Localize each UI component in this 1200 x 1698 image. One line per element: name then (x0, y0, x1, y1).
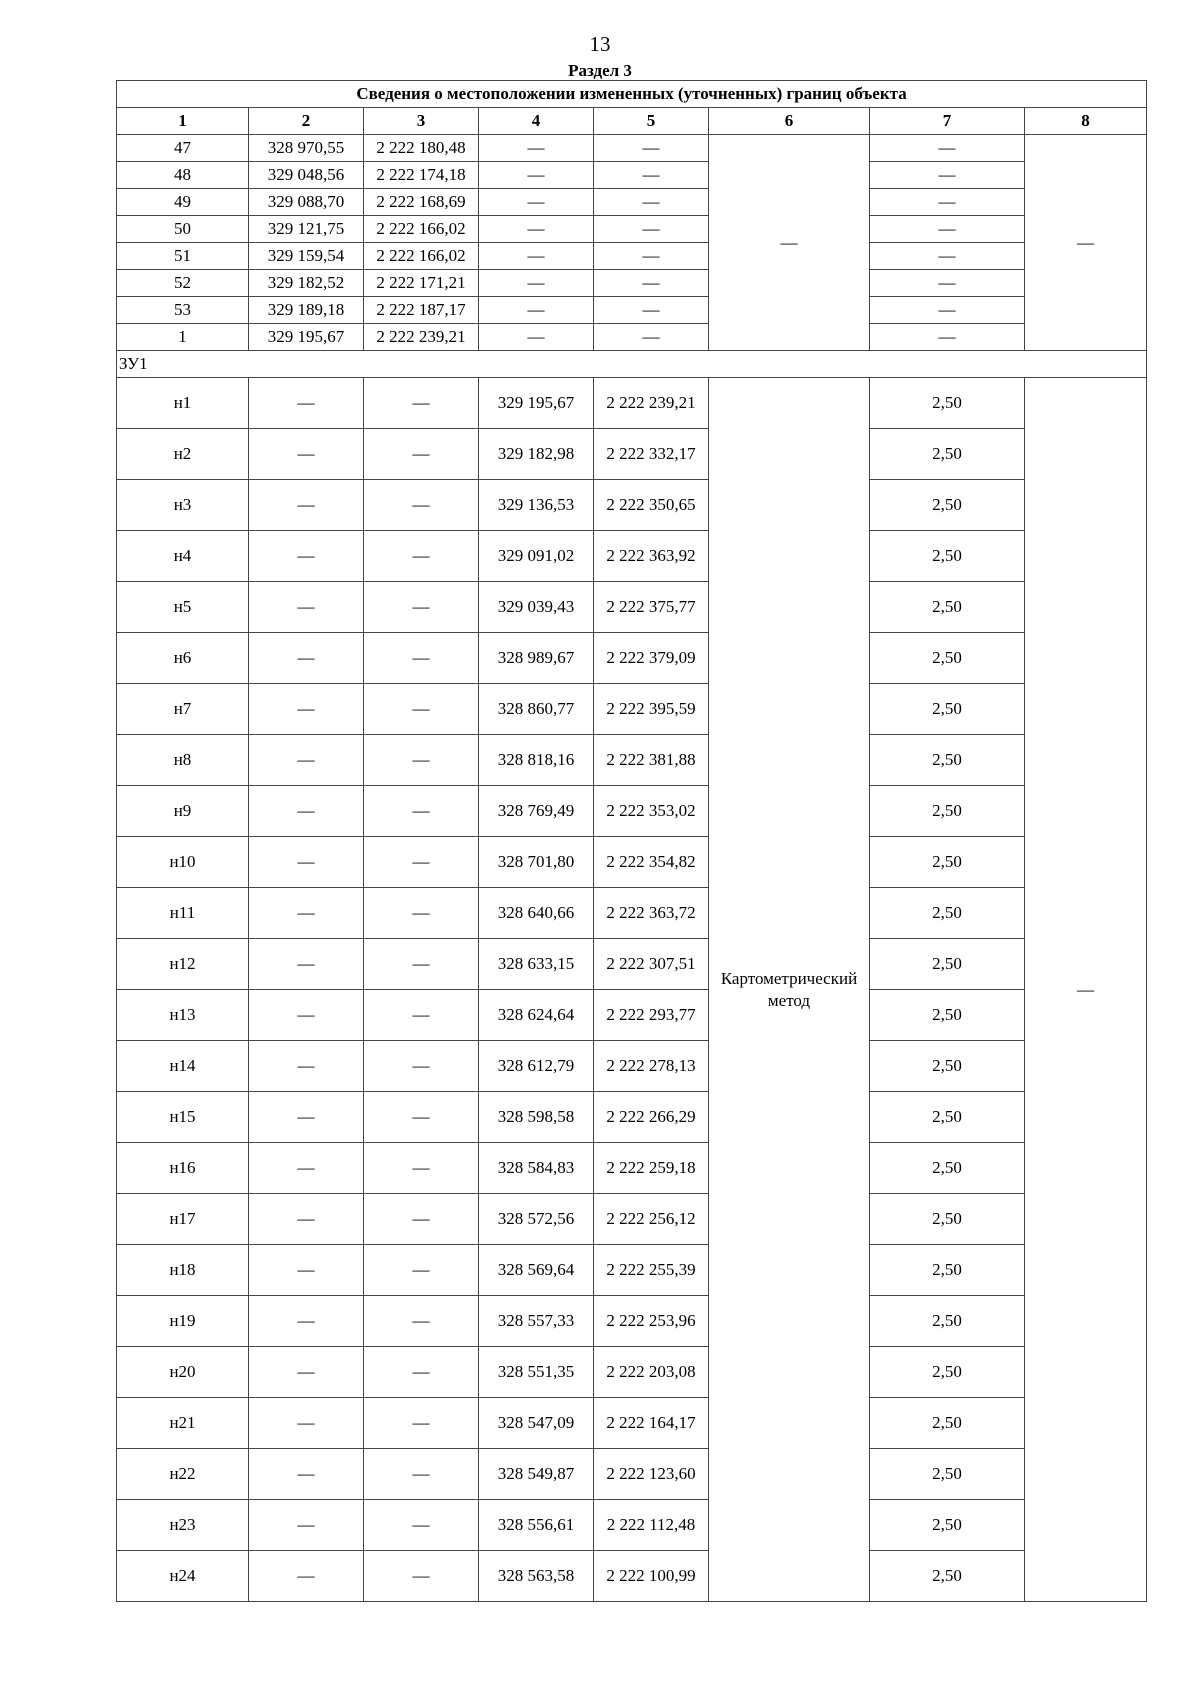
dash-cell: — (249, 1449, 364, 1500)
y-coordinate-cell: 2 222 174,18 (364, 162, 479, 189)
accuracy-cell: 2,50 (870, 1500, 1025, 1551)
dash-cell: — (870, 135, 1025, 162)
dash-cell: — (249, 1245, 364, 1296)
dash-cell: — (594, 243, 709, 270)
x-coordinate-cell: 329 048,56 (249, 162, 364, 189)
table-row (117, 1041, 1147, 1092)
dash-cell: — (249, 1296, 364, 1347)
dash-cell: — (249, 429, 364, 480)
dash-cell: — (364, 1092, 479, 1143)
x-coordinate-cell: 328 818,16 (479, 735, 594, 786)
dash-cell: — (479, 135, 594, 162)
table-row (117, 1296, 1147, 1347)
y-coordinate-cell: 2 222 100,99 (594, 1551, 709, 1602)
point-number-cell: 52 (117, 270, 249, 297)
point-number-cell: 50 (117, 216, 249, 243)
x-coordinate-cell: 328 633,15 (479, 939, 594, 990)
dash-cell: — (364, 888, 479, 939)
point-number-cell: н2 (117, 429, 249, 480)
point-number-cell: н13 (117, 990, 249, 1041)
dash-cell: — (249, 1194, 364, 1245)
dash-cell: — (249, 1500, 364, 1551)
table-row (117, 531, 1147, 582)
accuracy-cell: 2,50 (870, 582, 1025, 633)
x-coordinate-cell: 328 701,80 (479, 837, 594, 888)
dash-cell: — (249, 531, 364, 582)
dash-cell: — (479, 189, 594, 216)
column-header: 7 (870, 108, 1025, 135)
accuracy-cell: 2,50 (870, 939, 1025, 990)
dash-cell: — (364, 1041, 479, 1092)
y-coordinate-cell: 2 222 307,51 (594, 939, 709, 990)
dash-cell: — (249, 1143, 364, 1194)
x-coordinate-cell: 328 624,64 (479, 990, 594, 1041)
column-header: 1 (117, 108, 249, 135)
dash-cell: — (594, 270, 709, 297)
table-row (117, 1194, 1147, 1245)
dash-cell: — (249, 633, 364, 684)
x-coordinate-cell: 328 547,09 (479, 1398, 594, 1449)
y-coordinate-cell: 2 222 354,82 (594, 837, 709, 888)
dash-cell: — (364, 735, 479, 786)
dash-cell: — (249, 939, 364, 990)
point-number-cell: н9 (117, 786, 249, 837)
accuracy-cell: 2,50 (870, 684, 1025, 735)
x-coordinate-cell: 328 563,58 (479, 1551, 594, 1602)
x-coordinate-cell: 329 091,02 (479, 531, 594, 582)
dash-cell: — (249, 1092, 364, 1143)
accuracy-cell: 2,50 (870, 378, 1025, 429)
point-number-cell: н19 (117, 1296, 249, 1347)
x-coordinate-cell: 328 556,61 (479, 1500, 594, 1551)
dash-cell: — (594, 162, 709, 189)
y-coordinate-cell: 2 222 203,08 (594, 1347, 709, 1398)
table-row (117, 1551, 1147, 1602)
x-coordinate-cell: 328 769,49 (479, 786, 594, 837)
y-coordinate-cell: 2 222 375,77 (594, 582, 709, 633)
point-number-cell: н15 (117, 1092, 249, 1143)
dash-cell: — (364, 837, 479, 888)
table-row (117, 582, 1147, 633)
dash-cell: — (364, 1143, 479, 1194)
y-coordinate-cell: 2 222 363,92 (594, 531, 709, 582)
dash-cell: — (594, 297, 709, 324)
y-coordinate-cell: 2 222 332,17 (594, 429, 709, 480)
table-row (117, 1143, 1147, 1194)
table-row (117, 324, 1147, 351)
accuracy-cell: 2,50 (870, 1143, 1025, 1194)
dash-cell: — (479, 270, 594, 297)
point-number-cell: 49 (117, 189, 249, 216)
dash-cell: — (249, 1041, 364, 1092)
dash-cell: — (479, 162, 594, 189)
table-row (117, 1347, 1147, 1398)
dash-cell: — (594, 324, 709, 351)
y-coordinate-cell: 2 222 278,13 (594, 1041, 709, 1092)
dash-cell: — (870, 324, 1025, 351)
x-coordinate-cell: 328 572,56 (479, 1194, 594, 1245)
x-coordinate-cell: 328 549,87 (479, 1449, 594, 1500)
dash-cell: — (364, 939, 479, 990)
y-coordinate-cell: 2 222 187,17 (364, 297, 479, 324)
table-row (117, 216, 1147, 243)
table-row (117, 888, 1147, 939)
x-coordinate-cell: 329 182,98 (479, 429, 594, 480)
accuracy-cell: 2,50 (870, 990, 1025, 1041)
dash-cell: — (249, 378, 364, 429)
x-coordinate-cell: 329 159,54 (249, 243, 364, 270)
accuracy-cell: 2,50 (870, 1245, 1025, 1296)
point-number-cell: н21 (117, 1398, 249, 1449)
accuracy-cell: 2,50 (870, 480, 1025, 531)
point-number-cell: н17 (117, 1194, 249, 1245)
accuracy-cell: 2,50 (870, 633, 1025, 684)
dash-cell: — (249, 837, 364, 888)
point-number-cell: н18 (117, 1245, 249, 1296)
accuracy-cell: 2,50 (870, 429, 1025, 480)
table-row (117, 1449, 1147, 1500)
x-coordinate-cell: 329 195,67 (249, 324, 364, 351)
table-row (117, 939, 1147, 990)
group-row (117, 351, 1147, 378)
dash-cell: — (364, 429, 479, 480)
dash-cell: — (364, 1296, 479, 1347)
dash-cell: — (249, 888, 364, 939)
point-number-cell: 51 (117, 243, 249, 270)
dash-cell: — (249, 582, 364, 633)
dash-cell: — (364, 582, 479, 633)
table-caption-row (117, 81, 1147, 108)
x-coordinate-cell: 328 551,35 (479, 1347, 594, 1398)
dash-cell: — (364, 786, 479, 837)
accuracy-cell: 2,50 (870, 1194, 1025, 1245)
x-coordinate-cell: 328 640,66 (479, 888, 594, 939)
dash-cell: — (870, 297, 1025, 324)
table-row (117, 684, 1147, 735)
x-coordinate-cell: 329 088,70 (249, 189, 364, 216)
x-coordinate-cell: 329 189,18 (249, 297, 364, 324)
x-coordinate-cell: 328 584,83 (479, 1143, 594, 1194)
accuracy-cell: 2,50 (870, 1296, 1025, 1347)
point-number-cell: н12 (117, 939, 249, 990)
table-row (117, 189, 1147, 216)
table-row (117, 735, 1147, 786)
column-header: 6 (709, 108, 870, 135)
column-header: 4 (479, 108, 594, 135)
y-coordinate-cell: 2 222 350,65 (594, 480, 709, 531)
table-row (117, 135, 1147, 162)
y-coordinate-cell: 2 222 353,02 (594, 786, 709, 837)
point-number-cell: н24 (117, 1551, 249, 1602)
column-header: 8 (1025, 108, 1147, 135)
dash-cell: — (364, 633, 479, 684)
y-coordinate-cell: 2 222 180,48 (364, 135, 479, 162)
dash-cell: — (249, 1551, 364, 1602)
y-coordinate-cell: 2 222 168,69 (364, 189, 479, 216)
x-coordinate-cell: 328 598,58 (479, 1092, 594, 1143)
accuracy-cell: 2,50 (870, 888, 1025, 939)
table-row (117, 429, 1147, 480)
point-number-cell: н10 (117, 837, 249, 888)
table-row (117, 1398, 1147, 1449)
accuracy-cell: 2,50 (870, 1551, 1025, 1602)
coordinates-table (116, 80, 1147, 1602)
page-number: 13 (589, 32, 611, 56)
table-row (117, 297, 1147, 324)
dash-cell: — (1025, 378, 1147, 1602)
dash-cell: — (870, 243, 1025, 270)
column-header: 3 (364, 108, 479, 135)
y-coordinate-cell: 2 222 379,09 (594, 633, 709, 684)
dash-cell: — (249, 480, 364, 531)
x-coordinate-cell: 329 182,52 (249, 270, 364, 297)
dash-cell: — (870, 270, 1025, 297)
x-coordinate-cell: 328 612,79 (479, 1041, 594, 1092)
point-number-cell: н6 (117, 633, 249, 684)
y-coordinate-cell: 2 222 293,77 (594, 990, 709, 1041)
dash-cell: — (249, 786, 364, 837)
y-coordinate-cell: 2 222 123,60 (594, 1449, 709, 1500)
accuracy-cell: 2,50 (870, 1041, 1025, 1092)
y-coordinate-cell: 2 222 239,21 (364, 324, 479, 351)
table-row (117, 837, 1147, 888)
y-coordinate-cell: 2 222 255,39 (594, 1245, 709, 1296)
point-number-cell: 47 (117, 135, 249, 162)
y-coordinate-cell: 2 222 166,02 (364, 243, 479, 270)
table-row (117, 786, 1147, 837)
table-row (117, 270, 1147, 297)
dash-cell: — (870, 216, 1025, 243)
point-number-cell: 48 (117, 162, 249, 189)
dash-cell: — (594, 135, 709, 162)
accuracy-cell: 2,50 (870, 531, 1025, 582)
y-coordinate-cell: 2 222 256,12 (594, 1194, 709, 1245)
table-row (117, 1245, 1147, 1296)
x-coordinate-cell: 329 195,67 (479, 378, 594, 429)
point-number-cell: н7 (117, 684, 249, 735)
dash-cell: — (479, 324, 594, 351)
dash-cell: — (249, 1347, 364, 1398)
point-number-cell: н1 (117, 378, 249, 429)
accuracy-cell: 2,50 (870, 1398, 1025, 1449)
dash-cell: — (249, 684, 364, 735)
x-coordinate-cell: 328 970,55 (249, 135, 364, 162)
point-number-cell: н23 (117, 1500, 249, 1551)
method-cell: Картометрический метод (709, 378, 870, 1602)
table-row (117, 480, 1147, 531)
dash-cell: — (249, 1398, 364, 1449)
column-header: 2 (249, 108, 364, 135)
y-coordinate-cell: 2 222 239,21 (594, 378, 709, 429)
y-coordinate-cell: 2 222 363,72 (594, 888, 709, 939)
dash-cell: — (249, 735, 364, 786)
dash-cell: — (364, 1551, 479, 1602)
table-row (117, 1500, 1147, 1551)
point-number-cell: н22 (117, 1449, 249, 1500)
point-number-cell: 1 (117, 324, 249, 351)
accuracy-cell: 2,50 (870, 786, 1025, 837)
column-header: 5 (594, 108, 709, 135)
section-title: Раздел 3 (568, 61, 632, 80)
dash-cell: — (870, 162, 1025, 189)
accuracy-cell: 2,50 (870, 1449, 1025, 1500)
dash-cell: — (364, 1449, 479, 1500)
x-coordinate-cell: 329 121,75 (249, 216, 364, 243)
y-coordinate-cell: 2 222 166,02 (364, 216, 479, 243)
dash-cell: — (364, 480, 479, 531)
dash-cell: — (594, 216, 709, 243)
y-coordinate-cell: 2 222 164,17 (594, 1398, 709, 1449)
table-row (117, 243, 1147, 270)
point-number-cell: н3 (117, 480, 249, 531)
y-coordinate-cell: 2 222 171,21 (364, 270, 479, 297)
dash-cell: — (364, 1398, 479, 1449)
y-coordinate-cell: 2 222 112,48 (594, 1500, 709, 1551)
accuracy-cell: 2,50 (870, 837, 1025, 888)
dash-cell: — (364, 1347, 479, 1398)
dash-cell: — (479, 297, 594, 324)
group-label: ЗУ1 (117, 351, 1147, 378)
y-coordinate-cell: 2 222 259,18 (594, 1143, 709, 1194)
accuracy-cell: 2,50 (870, 735, 1025, 786)
dash-cell: — (479, 243, 594, 270)
dash-cell: — (364, 1245, 479, 1296)
x-coordinate-cell: 328 557,33 (479, 1296, 594, 1347)
table-row (117, 1092, 1147, 1143)
point-number-cell: 53 (117, 297, 249, 324)
column-header-row (117, 108, 1147, 135)
dash-cell: — (364, 990, 479, 1041)
x-coordinate-cell: 328 989,67 (479, 633, 594, 684)
dash-cell: — (709, 135, 870, 351)
y-coordinate-cell: 2 222 253,96 (594, 1296, 709, 1347)
dash-cell: — (364, 378, 479, 429)
dash-cell: — (364, 1194, 479, 1245)
point-number-cell: н16 (117, 1143, 249, 1194)
x-coordinate-cell: 328 860,77 (479, 684, 594, 735)
dash-cell: — (479, 216, 594, 243)
point-number-cell: н14 (117, 1041, 249, 1092)
y-coordinate-cell: 2 222 395,59 (594, 684, 709, 735)
accuracy-cell: 2,50 (870, 1347, 1025, 1398)
y-coordinate-cell: 2 222 266,29 (594, 1092, 709, 1143)
table-row (117, 162, 1147, 189)
point-number-cell: н4 (117, 531, 249, 582)
dash-cell: — (364, 1500, 479, 1551)
y-coordinate-cell: 2 222 381,88 (594, 735, 709, 786)
point-number-cell: н8 (117, 735, 249, 786)
point-number-cell: н20 (117, 1347, 249, 1398)
dash-cell: — (364, 684, 479, 735)
accuracy-cell: 2,50 (870, 1092, 1025, 1143)
dash-cell: — (1025, 135, 1147, 351)
table-row (117, 990, 1147, 1041)
table-caption: Сведения о местоположении измененных (уточненных) границ объекта (117, 81, 1147, 108)
dash-cell: — (870, 189, 1025, 216)
table-row (117, 633, 1147, 684)
dash-cell: — (594, 189, 709, 216)
point-number-cell: н11 (117, 888, 249, 939)
point-number-cell: н5 (117, 582, 249, 633)
x-coordinate-cell: 329 136,53 (479, 480, 594, 531)
x-coordinate-cell: 329 039,43 (479, 582, 594, 633)
dash-cell: — (364, 531, 479, 582)
x-coordinate-cell: 328 569,64 (479, 1245, 594, 1296)
dash-cell: — (249, 990, 364, 1041)
table-row (117, 378, 1147, 429)
